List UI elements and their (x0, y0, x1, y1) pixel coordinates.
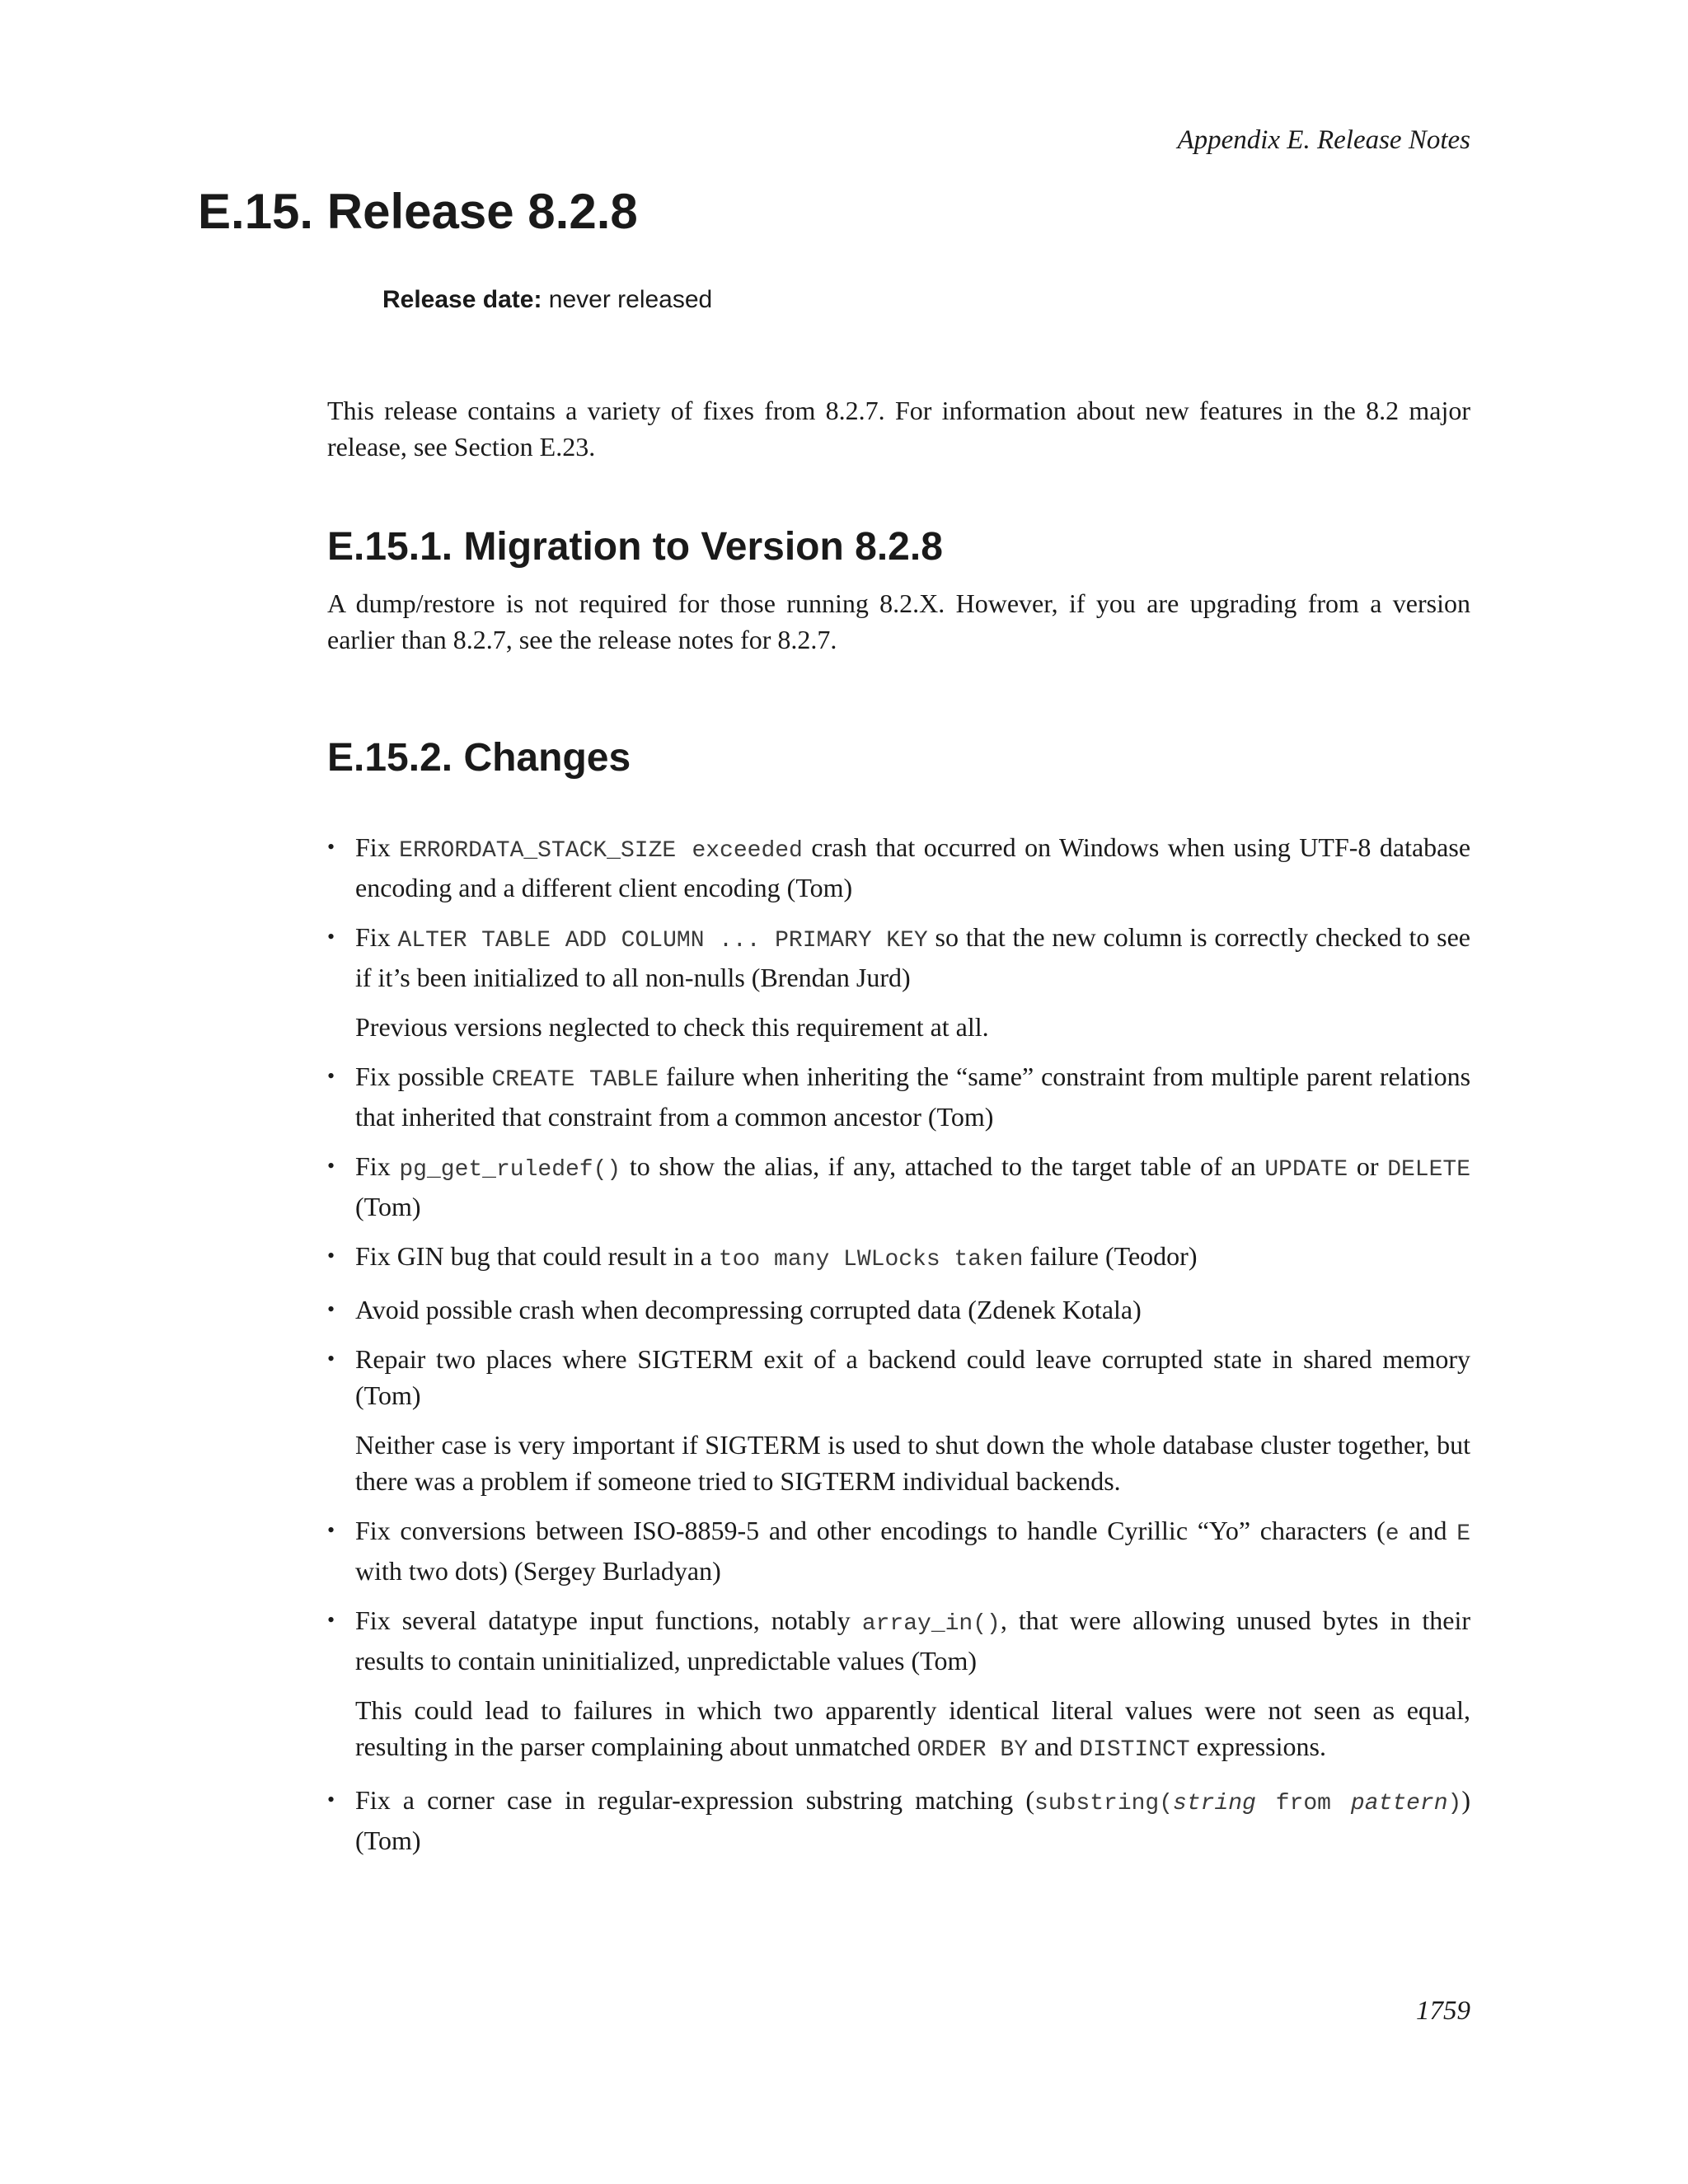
change-item (327, 919, 1470, 1045)
migration-heading: E.15.1. Migration to Version 8.2.8 (327, 525, 943, 569)
intro-paragraph: This release contains a variety of fixes from 8.2.7. For information about new features in the 8.2 major release, see Section E.23. (327, 396, 1470, 462)
text: Fix GIN bug that could result in a (355, 1241, 719, 1271)
text: and (1028, 1732, 1080, 1761)
text: or (1348, 1151, 1388, 1181)
section-title: E.15. Release 8.2.8 (198, 184, 638, 239)
text: This could lead to failures in which two apparently identical literal values were not seen as equal, resulting in the parser complaining about unmatched (355, 1695, 1470, 1761)
change-item (327, 1602, 1470, 1769)
change-item (327, 1058, 1470, 1135)
change-text (355, 919, 1470, 996)
migration-paragraph: A dump/restore is not required for those running 8.2.X. However, if you are upgrading from a version earlier than 8.2.7, see the release notes for 8.2.7. (327, 588, 1470, 654)
running-header: Appendix E. Release Notes (1177, 125, 1470, 155)
text: crash that occurred on Windows when using UTF-8 database encoding and a different client encoding (Tom) (355, 832, 1471, 902)
intro-block (327, 392, 1470, 465)
change-text (355, 1782, 1470, 1858)
code-literal: e (1385, 1521, 1400, 1547)
code-literal: pg_get_ruledef() (399, 1157, 621, 1183)
change-text: • Avoid possible crash when decompressing corrupted data (Zdenek Kotala) (355, 1295, 1142, 1324)
text: , that were allowing unused bytes in their results to contain uninitialized, unpredictable values (Tom) (355, 1605, 1471, 1675)
text: failure when inheriting the “same” constraint from multiple parent relations that inherited that constraint from a common ancestor (Tom) (355, 1062, 1471, 1132)
change-text (355, 1602, 1470, 1679)
code-literal: from (1255, 1791, 1351, 1816)
change-item (327, 1341, 1470, 1499)
change-item (327, 1512, 1470, 1589)
migration-section (327, 524, 1470, 658)
text: expressions. (1189, 1732, 1326, 1761)
page-number: 1759 (1416, 1996, 1470, 2026)
text: with two dots) (Sergey Burladyan) (355, 1556, 721, 1586)
change-item (327, 1782, 1470, 1858)
text: to show the alias, if any, attached to the target table of an (621, 1151, 1265, 1181)
code-variable: string (1173, 1791, 1256, 1816)
change-text (355, 1058, 1470, 1135)
change-text (355, 1238, 1470, 1278)
text: Fix several datatype input functions, notably (355, 1605, 862, 1635)
text: failure (Teodor) (1023, 1241, 1198, 1271)
change-text: • Repair two places where SIGTERM exit of a backend could leave corrupted state in shared memory (Tom) (355, 1344, 1470, 1410)
code-literal: ORDER BY (917, 1737, 1029, 1763)
change-item (327, 1238, 1470, 1278)
change-text (355, 1148, 1470, 1225)
release-date (382, 286, 712, 314)
changes-section (327, 735, 1470, 1872)
changes-list (327, 829, 1470, 1858)
change-note (355, 1692, 1470, 1769)
text: and (1399, 1516, 1457, 1545)
change-note: Previous versions neglected to check this requirement at all. (355, 1012, 989, 1042)
changes-heading: E.15.2. Changes (327, 736, 631, 780)
code-literal: ALTER TABLE ADD COLUMN ... PRIMARY KEY (397, 928, 928, 954)
code-literal: array_in() (861, 1611, 1001, 1637)
text: ) (Tom) (355, 1785, 1470, 1855)
code-literal: CREATE TABLE (491, 1067, 659, 1093)
change-note: Neither case is very important if SIGTERM is used to shut down the whole database cluster together, but there was a problem if someone tried to SIGTERM individual backends. (355, 1430, 1470, 1496)
code-literal: UPDATE (1264, 1157, 1348, 1183)
code-literal: DISTINCT (1079, 1737, 1190, 1763)
code-literal: too many LWLocks taken (718, 1247, 1024, 1272)
text: Fix (355, 1151, 400, 1181)
text: Fix conversions between ISO-8859-5 and other encodings to handle Cyrillic “Yo” characters ( (355, 1516, 1386, 1545)
code-literal: ERRORDATA_STACK_SIZE exceeded (399, 838, 803, 864)
text: so that the new column is correctly checked to see if it’s been initialized to all non-nulls (Brendan Jurd) (355, 922, 1471, 992)
text: Fix (355, 922, 398, 952)
change-text (355, 1512, 1470, 1589)
text: (Tom) (355, 1192, 421, 1221)
code-literal: substring( (1034, 1791, 1174, 1816)
code-literal: DELETE (1387, 1157, 1471, 1183)
text: Fix (355, 832, 400, 862)
code-literal: ) (1447, 1791, 1462, 1816)
text: Fix possible (355, 1062, 492, 1091)
release-date-label: Release date: (382, 286, 542, 313)
text: Fix a corner case in regular-expression substring matching ( (355, 1785, 1034, 1815)
change-item (327, 1291, 1470, 1328)
change-text (355, 829, 1470, 906)
code-variable: pattern (1350, 1791, 1448, 1816)
change-item (327, 1148, 1470, 1225)
release-date-value: never released (548, 286, 713, 313)
change-item (327, 829, 1470, 906)
code-literal: E (1456, 1521, 1470, 1547)
